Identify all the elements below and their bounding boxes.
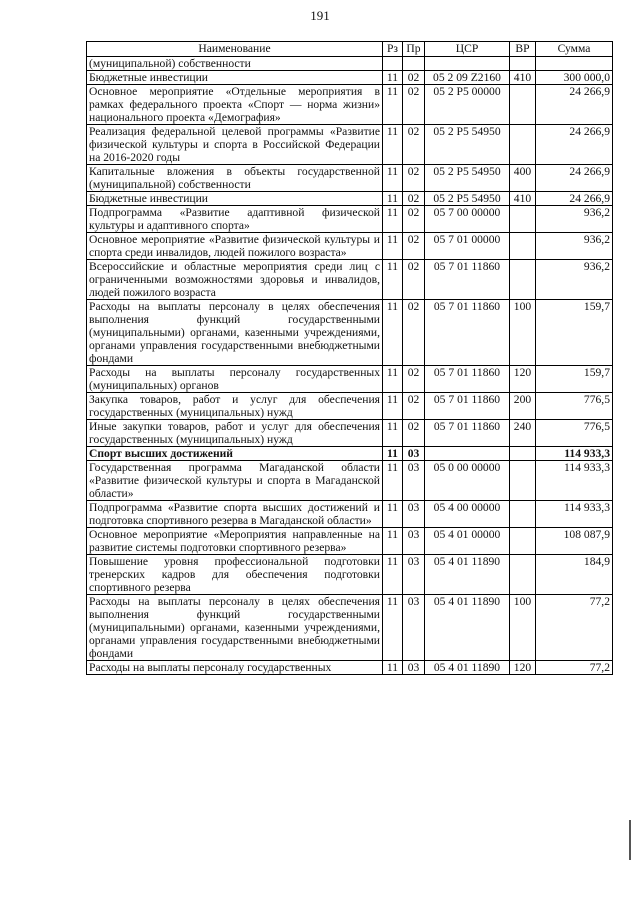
- table-row: [87, 393, 613, 420]
- row-pr: 02: [403, 233, 425, 260]
- row-name: Капитальные вложения в объекты государственной (муниципальной) собственности: [87, 165, 383, 192]
- row-pr: 03: [403, 461, 425, 501]
- table-row: [87, 71, 613, 85]
- row-rz: 11: [383, 393, 403, 420]
- table-row: [87, 661, 613, 675]
- row-sum: 24 266,9: [536, 125, 613, 165]
- table-row: [87, 420, 613, 447]
- row-vr: [510, 528, 536, 555]
- row-rz: 11: [383, 125, 403, 165]
- row-name: Подпрограмма «Развитие спорта высших достижений и подготовка спортивного резерва в Магаданской области»: [87, 501, 383, 528]
- row-sum: [536, 57, 613, 71]
- row-sum: 300 000,0: [536, 71, 613, 85]
- row-name: Бюджетные инвестиции: [87, 71, 383, 85]
- row-rz: 11: [383, 71, 403, 85]
- row-vr: 400: [510, 165, 536, 192]
- row-pr: 02: [403, 366, 425, 393]
- header-sum: Сумма: [536, 42, 613, 57]
- row-name: (муниципальной) собственности: [87, 57, 383, 71]
- budget-table: [86, 41, 613, 675]
- row-rz: 11: [383, 260, 403, 300]
- row-rz: 11: [383, 661, 403, 675]
- row-name: Основное мероприятие «Мероприятия направленные на развитие системы подготовки спортивного резерва»: [87, 528, 383, 555]
- table-body: [87, 57, 613, 675]
- row-csr: 05 2 P5 54950: [425, 125, 510, 165]
- row-csr: 05 2 P5 54950: [425, 192, 510, 206]
- row-csr: [425, 447, 510, 461]
- row-vr: [510, 447, 536, 461]
- table-row: [87, 555, 613, 595]
- row-rz: 11: [383, 165, 403, 192]
- row-sum: 114 933,3: [536, 501, 613, 528]
- scan-edge-mark: [629, 820, 631, 860]
- row-pr: 02: [403, 125, 425, 165]
- row-sum: 77,2: [536, 595, 613, 661]
- row-vr: [510, 461, 536, 501]
- row-sum: 936,2: [536, 260, 613, 300]
- row-name: Спорт высших достижений: [87, 447, 383, 461]
- table-row: [87, 260, 613, 300]
- row-vr: [510, 206, 536, 233]
- header-rz: Рз: [383, 42, 403, 57]
- row-csr: [425, 57, 510, 71]
- row-name: Иные закупки товаров, работ и услуг для обеспечения государственных (муниципальных) нужд: [87, 420, 383, 447]
- row-rz: 11: [383, 192, 403, 206]
- row-vr: 120: [510, 366, 536, 393]
- row-csr: 05 7 01 11860: [425, 260, 510, 300]
- row-rz: 11: [383, 447, 403, 461]
- row-csr: 05 4 01 11890: [425, 661, 510, 675]
- row-pr: [403, 57, 425, 71]
- header-vr: ВР: [510, 42, 536, 57]
- row-csr: 05 7 01 11860: [425, 420, 510, 447]
- row-csr: 05 7 01 11860: [425, 366, 510, 393]
- row-csr: 05 4 01 00000: [425, 528, 510, 555]
- row-rz: 11: [383, 300, 403, 366]
- row-rz: 11: [383, 555, 403, 595]
- row-pr: 02: [403, 420, 425, 447]
- row-csr: 05 7 00 00000: [425, 206, 510, 233]
- row-name: Расходы на выплаты персоналу государственных (муниципальных) органов: [87, 366, 383, 393]
- row-vr: 240: [510, 420, 536, 447]
- table-row: [87, 528, 613, 555]
- row-sum: 184,9: [536, 555, 613, 595]
- row-name: Реализация федеральной целевой программы «Развитие физической культуры и спорта в Российской Федерации на 2016-2020 годы: [87, 125, 383, 165]
- row-name: Основное мероприятие «Развитие физической культуры и спорта среди инвалидов, людей пожилого возраста»: [87, 233, 383, 260]
- row-pr: 02: [403, 71, 425, 85]
- row-vr: 120: [510, 661, 536, 675]
- table-row: [87, 501, 613, 528]
- row-vr: 100: [510, 300, 536, 366]
- row-sum: 108 087,9: [536, 528, 613, 555]
- header-csr: ЦСР: [425, 42, 510, 57]
- row-csr: 05 4 01 11890: [425, 595, 510, 661]
- table-row: [87, 85, 613, 125]
- row-rz: 11: [383, 206, 403, 233]
- row-rz: 11: [383, 233, 403, 260]
- row-vr: 200: [510, 393, 536, 420]
- row-sum: 776,5: [536, 393, 613, 420]
- row-pr: 02: [403, 165, 425, 192]
- row-vr: [510, 85, 536, 125]
- row-sum: 24 266,9: [536, 85, 613, 125]
- row-pr: 02: [403, 260, 425, 300]
- row-csr: 05 4 00 00000: [425, 501, 510, 528]
- row-name: Всероссийские и областные мероприятия среди лиц с ограниченными возможностями здоровья и инвалидов, людей пожилого возраста: [87, 260, 383, 300]
- row-csr: 05 7 01 00000: [425, 233, 510, 260]
- row-csr: 05 7 01 11860: [425, 300, 510, 366]
- row-name: Расходы на выплаты персоналу в целях обеспечения выполнения функций государственными (муниципальными) органами, казенными учреждениями, органами управления государственными внебюджетными фондами: [87, 595, 383, 661]
- table-row: [87, 165, 613, 192]
- row-csr: 05 7 01 11860: [425, 393, 510, 420]
- row-sum: 114 933,3: [536, 447, 613, 461]
- row-name: Бюджетные инвестиции: [87, 192, 383, 206]
- row-pr: 02: [403, 192, 425, 206]
- row-pr: 02: [403, 300, 425, 366]
- row-pr: 03: [403, 447, 425, 461]
- row-name: Повышение уровня профессиональной подготовки тренерских кадров для обеспечения подготовки спортивного резерва: [87, 555, 383, 595]
- row-pr: 02: [403, 393, 425, 420]
- row-name: Государственная программа Магаданской области «Развитие физической культуры и спорта в Магаданской области»: [87, 461, 383, 501]
- row-sum: 159,7: [536, 300, 613, 366]
- row-name: Закупка товаров, работ и услуг для обеспечения государственных (муниципальных) нужд: [87, 393, 383, 420]
- row-vr: [510, 260, 536, 300]
- row-sum: 24 266,9: [536, 192, 613, 206]
- row-csr: 05 0 00 00000: [425, 461, 510, 501]
- table-row: [87, 57, 613, 71]
- row-name: Расходы на выплаты персоналу в целях обеспечения выполнения функций государственными (муниципальными) органами, казенными учреждениями, органами управления государственными внебюджетными фондами: [87, 300, 383, 366]
- table-row: [87, 233, 613, 260]
- row-pr: 03: [403, 555, 425, 595]
- row-pr: 03: [403, 501, 425, 528]
- header-pr: Пр: [403, 42, 425, 57]
- row-pr: 03: [403, 528, 425, 555]
- row-name: Основное мероприятие «Отдельные мероприятия в рамках федерального проекта «Спорт — норма жизни» национального проекта «Демография»: [87, 85, 383, 125]
- row-csr: 05 4 01 11890: [425, 555, 510, 595]
- row-csr: 05 2 09 Z2160: [425, 71, 510, 85]
- row-name: Подпрограмма «Развитие адаптивной физической культуры и адаптивного спорта»: [87, 206, 383, 233]
- row-sum: 24 266,9: [536, 165, 613, 192]
- row-csr: 05 2 P5 54950: [425, 165, 510, 192]
- row-sum: 159,7: [536, 366, 613, 393]
- row-rz: 11: [383, 461, 403, 501]
- row-pr: 02: [403, 206, 425, 233]
- row-vr: [510, 233, 536, 260]
- row-rz: 11: [383, 501, 403, 528]
- table-row: [87, 447, 613, 461]
- row-rz: 11: [383, 528, 403, 555]
- table-header: [87, 42, 613, 57]
- row-vr: 100: [510, 595, 536, 661]
- row-rz: 11: [383, 85, 403, 125]
- row-pr: 03: [403, 661, 425, 675]
- row-sum: 77,2: [536, 661, 613, 675]
- row-csr: 05 2 P5 00000: [425, 85, 510, 125]
- table-row: [87, 595, 613, 661]
- header-name: Наименование: [87, 42, 383, 57]
- row-rz: 11: [383, 420, 403, 447]
- table-row: [87, 206, 613, 233]
- row-sum: 936,2: [536, 206, 613, 233]
- row-rz: 11: [383, 595, 403, 661]
- row-vr: [510, 501, 536, 528]
- row-vr: [510, 125, 536, 165]
- row-rz: 11: [383, 366, 403, 393]
- row-name: Расходы на выплаты персоналу государственных: [87, 661, 383, 675]
- row-rz: [383, 57, 403, 71]
- table-row: [87, 300, 613, 366]
- table-row: [87, 125, 613, 165]
- row-sum: 776,5: [536, 420, 613, 447]
- row-pr: 02: [403, 85, 425, 125]
- row-vr: 410: [510, 71, 536, 85]
- page-number: 191: [310, 8, 330, 23]
- row-vr: [510, 555, 536, 595]
- row-sum: 114 933,3: [536, 461, 613, 501]
- table-row: [87, 461, 613, 501]
- row-vr: [510, 57, 536, 71]
- row-pr: 03: [403, 595, 425, 661]
- table-row: [87, 192, 613, 206]
- row-sum: 936,2: [536, 233, 613, 260]
- row-vr: 410: [510, 192, 536, 206]
- table-row: [87, 366, 613, 393]
